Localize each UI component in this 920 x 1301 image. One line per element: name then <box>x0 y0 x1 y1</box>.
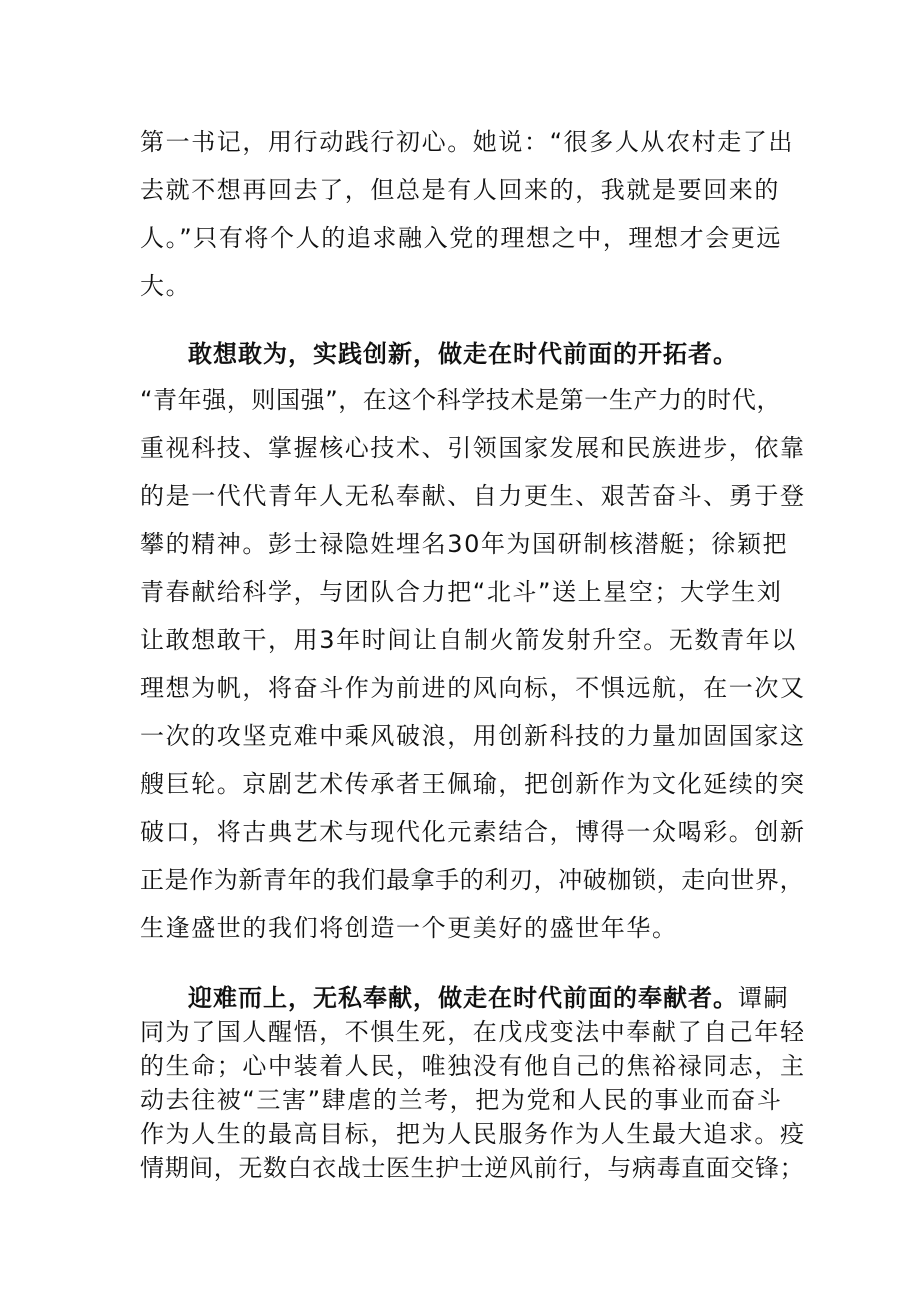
paragraph-2-line-9: 艘巨轮。京剧艺术传承者王佩瑜，把创新作为文化延续的突 <box>140 770 806 798</box>
paragraph-3-line-4: 作为人生的最高目标，把为人民服务作为人生最大追求。疫 <box>140 1120 806 1148</box>
paragraph-3-first-line-rest: 谭嗣 <box>738 984 790 1012</box>
paragraph-2-line-10: 破口，将古典艺术与现代化元素结合，博得一众喝彩。创新 <box>140 818 806 846</box>
paragraph-3-heading: 迎难而上，无私奉献，做走在时代前面的奉献者。 <box>188 984 738 1012</box>
paragraph-2-line-7: 理想为帆，将奋斗作为前进的风向标，不惧远航，在一次又 <box>140 674 806 702</box>
paragraph-2-line-11: 正是作为新青年的我们最拿手的利刃，冲破枷锁，走向世界， <box>140 866 805 894</box>
paragraph-3-line-5: 情期间，无数白衣战士医生护士逆风前行，与病毒直面交锋； <box>140 1154 805 1182</box>
paragraph-2-line-12: 生逢盛世的我们将创造一个更美好的盛世年华。 <box>140 914 678 942</box>
paragraph-3-line-3: 动去往被“三害”肆虐的兰考，把为党和人民的事业而奋斗 <box>140 1086 783 1114</box>
paragraph-2-line-6: 让敢想敢干，用3年时间让自制火箭发射升空。无数青年以 <box>140 626 797 654</box>
paragraph-1-line-2: 去就不想再回去了，但总是有人回来的，我就是要回来的 <box>140 176 780 204</box>
paragraph-2-line-4: 攀的精神。彭士禄隐姓埋名30年为国研制核潜艇；徐颖把 <box>140 530 789 558</box>
paragraph-2-line-2: 重视科技、掌握核心技术、引领国家发展和民族进步，依靠 <box>140 434 806 462</box>
paragraph-2-line-5: 青春献给科学，与团队合力把“北斗”送上星空；大学生刘 <box>140 578 783 606</box>
paragraph-2-line-3: 的是一代代青年人无私奉献、自力更生、艰苦奋斗、勇于登 <box>140 482 806 510</box>
paragraph-2-heading: 敢想敢为，实践创新，做走在时代前面的开拓者。 <box>188 340 738 368</box>
paragraph-3-line-2: 的生命；心中装着人民，唯独没有他自己的焦裕禄同志，主 <box>140 1052 806 1080</box>
paragraph-3-line-1: 同为了国人醒悟，不惧生死，在戊戌变法中奉献了自己年轻 <box>140 1018 806 1046</box>
paragraph-3-first-line <box>188 982 800 1014</box>
paragraph-1-line-3: 人。”只有将个人的追求融入党的理想之中，理想才会更远 <box>140 224 783 252</box>
paragraph-1-line-4: 大。 <box>140 272 192 300</box>
paragraph-2-line-1: “青年强，则国强”，在这个科学技术是第一生产力的时代， <box>140 386 782 414</box>
paragraph-1-line-1: 第一书记，用行动践行初心。她说：“很多人从农村走了出 <box>140 128 795 156</box>
paragraph-2-line-8: 一次的攻坚克难中乘风破浪，用创新科技的力量加固国家这 <box>140 722 806 750</box>
